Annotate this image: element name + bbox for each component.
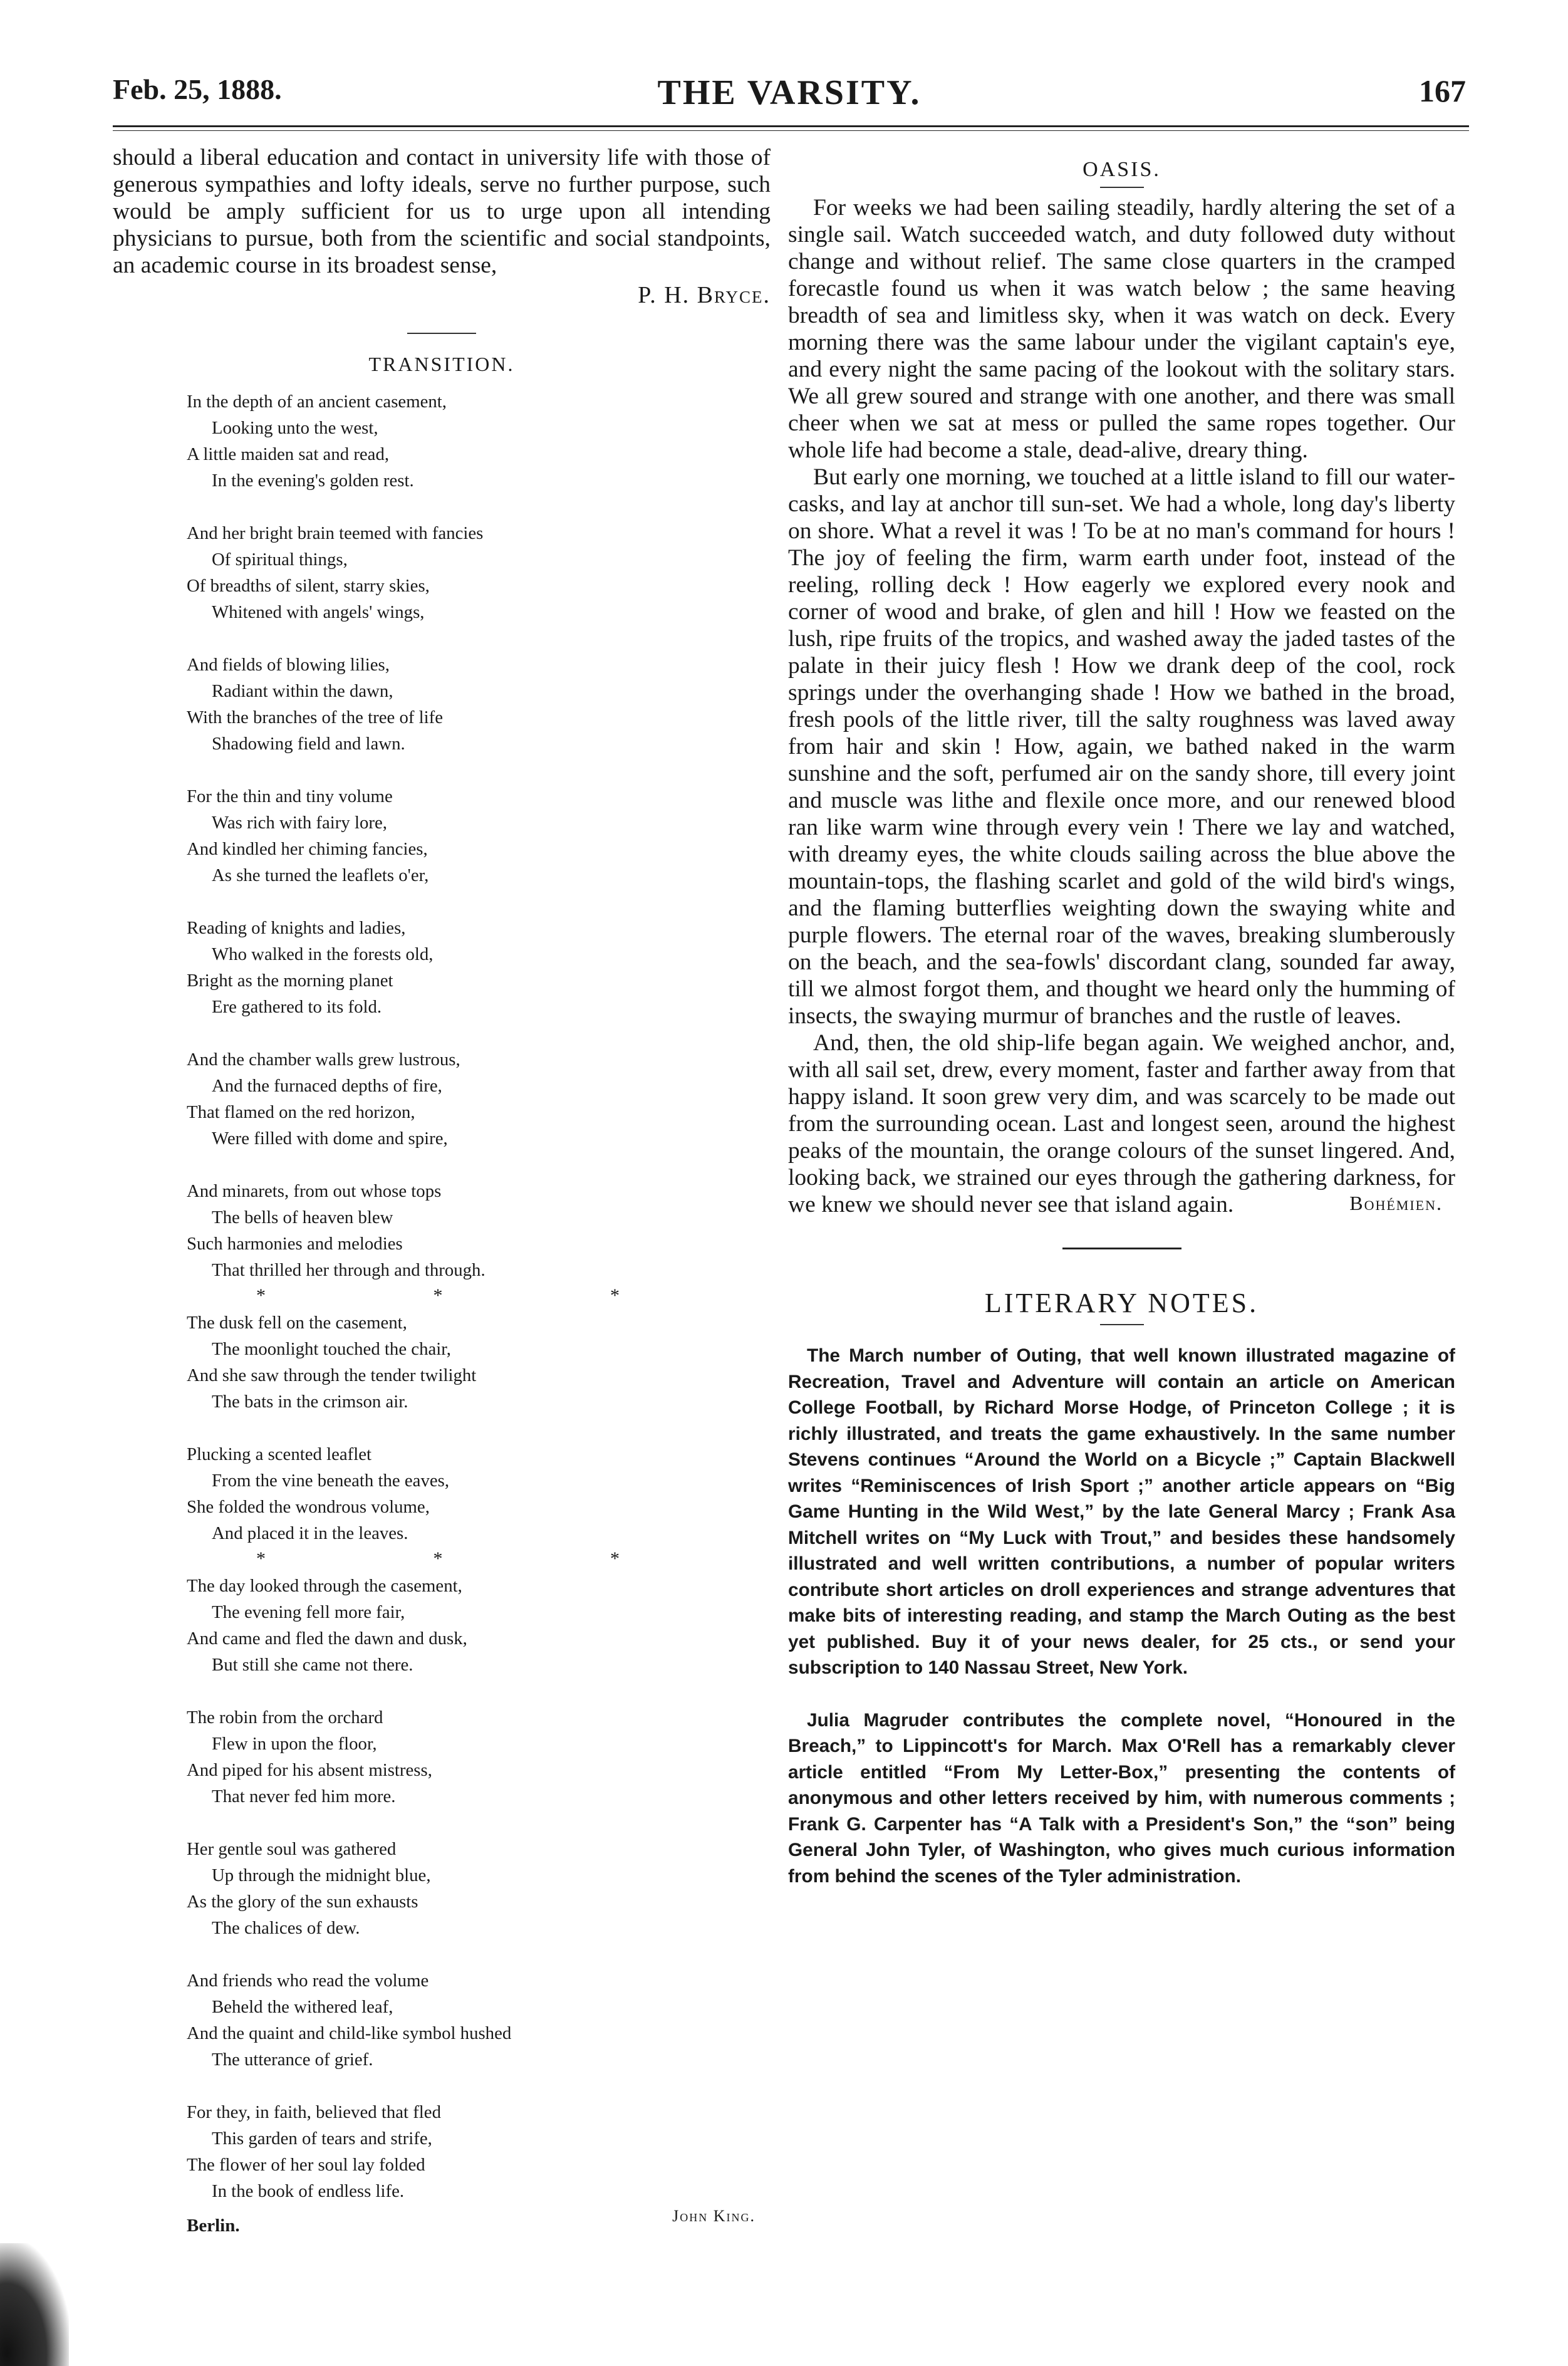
poem-stanza — [187, 1967, 771, 2073]
poem-line: Of breadths of silent, starry skies, — [187, 576, 430, 596]
poem-line: And the furnaced depths of fire, — [212, 1076, 442, 1096]
poem-stanza — [187, 1310, 771, 1415]
section-divider — [407, 333, 476, 334]
header-rule-thin — [113, 130, 1469, 131]
poem-stanza — [187, 520, 771, 625]
poem-line: The dusk fell on the casement, — [187, 1313, 407, 1333]
poem-line: Such harmonies and melodies — [187, 1234, 403, 1254]
poem-stanza — [187, 652, 771, 757]
poem-author: John King. — [672, 2207, 755, 2225]
literary-notes-title: LITERARY NOTES. — [984, 1288, 1259, 1318]
header-rule — [113, 125, 1469, 127]
poem-line: The evening fell more fair, — [212, 1602, 405, 1622]
poem-line: And came and fled the dawn and dusk, — [187, 1629, 467, 1649]
oasis-paragraph: But early one morning, we touched at a little island to fill our water-casks, and lay at anchor till sun-set. We had a whole, long day's liberty on shore. What a revel it was ! To be at no man's command for hours ! The joy of feeling the firm, warm earth under foot, instead of the reeling, rolling deck ! How eagerly we explored every nook and corner of wood and brake, of glen and hill ! How we feasted on the lush, ripe fruits of the tropics, and washed away the jaded tastes of the palate in their juicy flesh ! How we drank deep of the cool, rock springs under the overhanging shade ! How we bathed in the broad, fresh pools of the little river, till the salty roughness was laved away from hair and skin ! How, again, we bathed naked in the warm sunshine and the soft, perfumed air on the sandy shore, till every joint and muscle was lithe and flexile once more, and our renewed blood ran like warm wine through every vein ! There we lay and watched, with dreamy eyes, the white clouds sailing across the blue above the mountain-tops, the flashing scarlet and gold of the wild bird's wings, and the flaming butterflies weighting down the swaying white and purple flowers. The eternal roar of the waves, breaking slumberously on the beach, and the sea-fowls' discordant clang, sounded far away, till we almost forgot them, and thought we heard only the humming of insects, the swaying murmur of branches and the rustle of leaves. — [788, 464, 1455, 1029]
poem-line: She folded the wondrous volume, — [187, 1497, 430, 1517]
poem-line: Whitened with angels' wings, — [212, 602, 425, 622]
poem-stanza — [187, 388, 771, 494]
literary-notes-body — [788, 1343, 1455, 1889]
poem-line: And her bright brain teemed with fancies — [187, 523, 484, 543]
oasis-article — [788, 194, 1455, 1218]
poem-line: And the chamber walls grew lustrous, — [187, 1050, 460, 1070]
poem-line: Shadowing field and lawn. — [212, 734, 405, 754]
poem-line: In the book of endless life. — [212, 2181, 405, 2201]
scan-edge-stain — [0, 2243, 69, 2366]
intro-signature: P. H. Bryce. — [638, 282, 771, 308]
poem-stanza — [187, 1046, 771, 1152]
poem-line: And placed it in the leaves. — [212, 1523, 408, 1543]
poem-line: For the thin and tiny volume — [187, 786, 393, 806]
poem-line: The moonlight touched the chair, — [212, 1339, 451, 1359]
page-number: 167 — [1419, 73, 1466, 108]
literary-note: The March number of Outing, that well known illustrated magazine of Recreation, Travel and Adventure will contain an article on American College Football, by Richard Morse Hodge, of Princeton College ; it is richly illustrated, and treats the game exhaustively. In the same number Stevens continues “Around the World on a Bicycle ;” Captain Blackwell writes “Reminiscences of Irish Sport ;” another article appears on “Big Game Hunting in the Wild West,” by the late General Marcy ; Frank Asa Mitchell writes on “My Luck with Trout,” and besides these handsomely illustrated and well written contributions, a number of popular writers contribute short articles on droll experiences and strange adventures that make bits of interesting reading, and stamp the March Outing as the best yet published. Buy it of your news dealer, for 25 cts., or send your subscription to 140 Nassau Street, New York. — [788, 1345, 1455, 1678]
poem-line: Her gentle soul was gathered — [187, 1839, 397, 1859]
poem-line: The flower of her soul lay folded — [187, 2155, 425, 2175]
poem-line: From the vine beneath the eaves, — [212, 1471, 450, 1491]
left-column — [113, 144, 771, 2244]
poem-line: Were filled with dome and spire, — [212, 1128, 448, 1149]
poem-line: As she turned the leaflets o'er, — [212, 865, 429, 885]
poem-body — [187, 388, 771, 2204]
poem-line: Flew in upon the floor, — [212, 1734, 377, 1754]
poem-line: And friends who read the volume — [187, 1971, 429, 1991]
poem-line: This garden of tears and strife, — [212, 2129, 432, 2149]
poem-stanza — [187, 783, 771, 889]
poem-stanza — [187, 1573, 771, 1678]
poem-line: And the quaint and child-like symbol hushed — [187, 2023, 512, 2043]
poem-line: The bells of heaven blew — [212, 1207, 393, 1227]
poem-line: The day looked through the casement, — [187, 1576, 462, 1596]
poem-line: Beheld the withered leaf, — [212, 1997, 393, 2017]
poem-line: That never fed him more. — [212, 1786, 396, 1806]
poem-footer — [187, 2207, 771, 2244]
poem-stanza — [187, 1441, 771, 1546]
poem-stanza — [187, 915, 771, 1020]
poem-place: Berlin. — [187, 2216, 240, 2236]
poem-line: And fields of blowing lilies, — [187, 655, 390, 675]
poem-line: The robin from the orchard — [187, 1707, 383, 1728]
section-divider — [1062, 1248, 1181, 1249]
oasis-paragraph: For weeks we had been sailing steadily, hardly altering the set of a single sail. Watch succeeded watch, and duty followed duty without change and without relief. The same close quarters in the cramped forecastle found us when it was watch below ; the same heaving breadth of sea and limitless sky, when it was watch on deck. Every morning there was the same labour under the vigilant captain's eye, and every night the same pacing of the lookout with the solitary stars. We all grew soured and strange with one another, and there was small cheer when we sat at mess or pulled the same ropes together. Our whole life had become a stale, dead-alive, dreary thing. — [788, 195, 1455, 463]
page-header — [113, 73, 1466, 129]
poem-line: Who walked in the forests old, — [212, 944, 434, 964]
poem-title: TRANSITION. — [368, 353, 515, 375]
intro-article — [113, 144, 771, 279]
right-column — [788, 144, 1455, 1915]
poem-line: Reading of knights and ladies, — [187, 918, 406, 938]
poem-line: For they, in faith, believed that fled — [187, 2102, 441, 2122]
literary-note: Julia Magruder contributes the complete novel, “Honoured in the Breach,” to Lippincott's for March. Max O'Rell has a remarkably clever article entitled “From My Letter-Box,” presenting the contents of anonymous and other letters received by him, with numerous comments ; Frank G. Carpenter has “A Talk with a President's Son,” the “son” being General John Tyler, of Washington, who gives much curious information from behind the scenes of the Tyler administration. — [788, 1709, 1455, 1887]
oasis-title: OASIS. — [1083, 158, 1161, 181]
poem-line: The bats in the crimson air. — [212, 1392, 408, 1412]
poem-stanza — [187, 1836, 771, 1941]
poem-line: Was rich with fairy lore, — [212, 813, 387, 833]
poem-line: The utterance of grief. — [212, 2050, 373, 2070]
poem-line: With the branches of the tree of life — [187, 707, 444, 727]
poem-stanza — [187, 2099, 771, 2204]
intro-paragraph: should a liberal education and contact in university life with those of generous sympathies and lofty ideals, serve no further purpose, such would be amply sufficient for us to urge upon all intending physicians to pursue, both from the scientific and social standpoints, an academic course in its broadest sense, — [113, 145, 771, 278]
stanza-separator: * * * — [256, 1548, 701, 1569]
poem-line: The chalices of dew. — [212, 1918, 360, 1938]
poem-line: Plucking a scented leaflet — [187, 1444, 372, 1464]
stanza-separator: * * * — [256, 1285, 701, 1306]
masthead-title: THE VARSITY. — [657, 73, 922, 112]
poem-line: And minarets, from out whose tops — [187, 1181, 442, 1201]
title-rule — [1100, 1324, 1144, 1325]
poem-line: But still she came not there. — [212, 1655, 413, 1675]
poem-line: In the evening's golden rest. — [212, 471, 414, 491]
poem-line: Up through the midnight blue, — [212, 1865, 431, 1885]
oasis-signature: Bohémien. — [1349, 1192, 1443, 1214]
poem-line: Of spiritual things, — [212, 550, 348, 570]
poem-line: As the glory of the sun exhausts — [187, 1892, 418, 1912]
poem-line: Bright as the morning planet — [187, 971, 393, 991]
poem-line: Looking unto the west, — [212, 418, 378, 438]
poem-stanza — [187, 1704, 771, 1810]
poem-line: Radiant within the dawn, — [212, 681, 393, 701]
poem-line: In the depth of an ancient casement, — [187, 392, 447, 412]
poem-stanza — [187, 1178, 771, 1283]
poem-line: Ere gathered to its fold. — [212, 997, 382, 1017]
poem-line: And she saw through the tender twilight — [187, 1365, 477, 1385]
poem-line: A little maiden sat and read, — [187, 444, 390, 464]
title-rule — [1100, 187, 1144, 188]
issue-date: Feb. 25, 1888. — [113, 73, 282, 105]
poem-line: That thrilled her through and through. — [212, 1260, 485, 1280]
poem-line: And kindled her chiming fancies, — [187, 839, 428, 859]
oasis-paragraph: And, then, the old ship-life began again. We weighed anchor, and, with all sail set, drew, every moment, faster and farther away from that happy island. It soon grew very dim, and was scarcely to be made out from the surrounding ocean. Last and longest seen, around the highest peaks of the mountain, the orange colours of the sunset lingered. And, looking back, we strained our eyes through the gathering darkness, for we knew we should never see that island again. — [788, 1030, 1455, 1217]
poem-line: That flamed on the red horizon, — [187, 1102, 415, 1122]
poem-line: And piped for his absent mistress, — [187, 1760, 432, 1780]
